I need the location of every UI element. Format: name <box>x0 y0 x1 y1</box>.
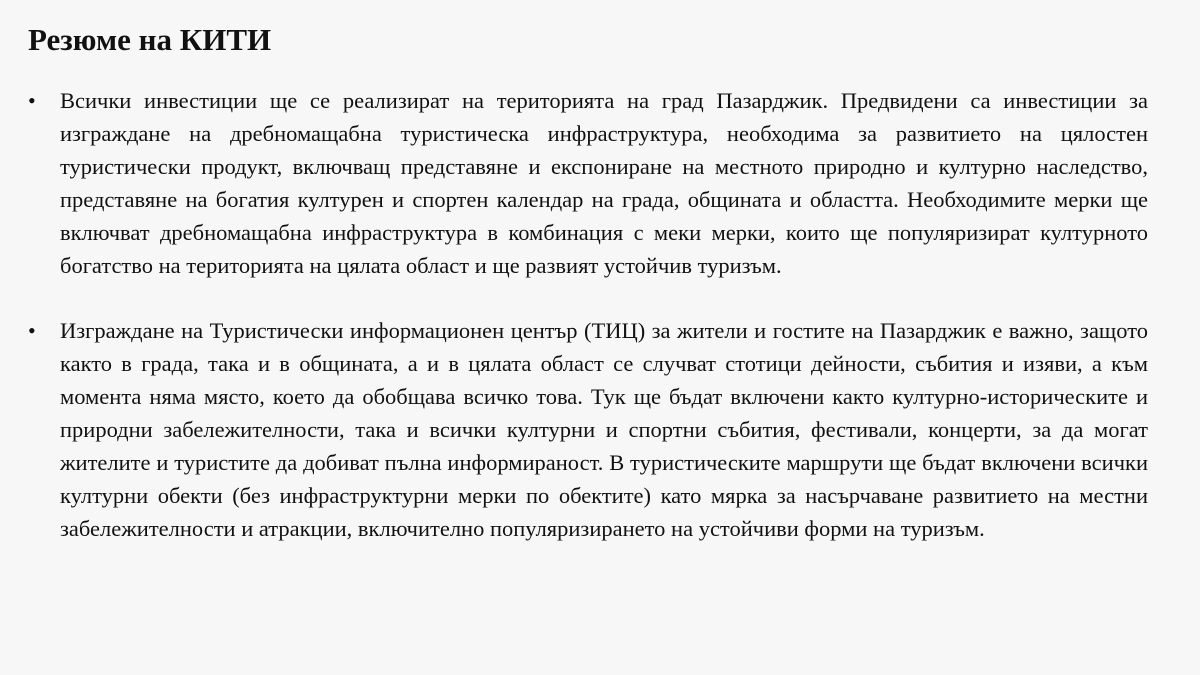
bullet-icon: • <box>28 318 36 343</box>
bullet-text: Изграждане на Туристически информационен център (ТИЦ) за жители и гостите на Пазарджик е важно, защото както в града, така и в общината, а и в цялата област се случват стотици дейности, събития и изяви, а към момента няма място, което да обобщава всичко това. Тук ще бъдат включени както културно-историческите и природни забележителности, така и всички културни и спортни събития, фестивали, концерти, за да могат жителите и туристите да добиват пълна информираност. В туристическите маршрути ще бъдат включени всички културни обекти (без инфраструктурни мерки по обектите) като мярка за насърчаване развитието на местни забележителности и атракции, включително популяризирането на устойчиви форми на туризъм. <box>60 318 1148 541</box>
bullet-item-investments <box>28 84 1148 282</box>
slide-title: Резюме на КИТИ <box>28 22 272 57</box>
bullet-icon: • <box>28 88 36 113</box>
bullet-list <box>28 84 1148 545</box>
bullet-text: Всички инвестиции ще се реализират на територията на град Пазарджик. Предвидени са инвестиции за изграждане на дребномащабна туристическа инфраструктура, необходима за развитието на цялостен туристически продукт, включващ представяне и експониране на местното природно и културно наследство, представяне на богатия културен и спортен календар на града, общината и областта. Необходимите мерки ще включват дребномащабна инфраструктура в комбинация с меки мерки, които ще популяризират културното богатство на територията на цялата област и ще развият устойчив туризъм. <box>60 88 1148 278</box>
bullet-item-tourist-info-center <box>28 314 1148 545</box>
